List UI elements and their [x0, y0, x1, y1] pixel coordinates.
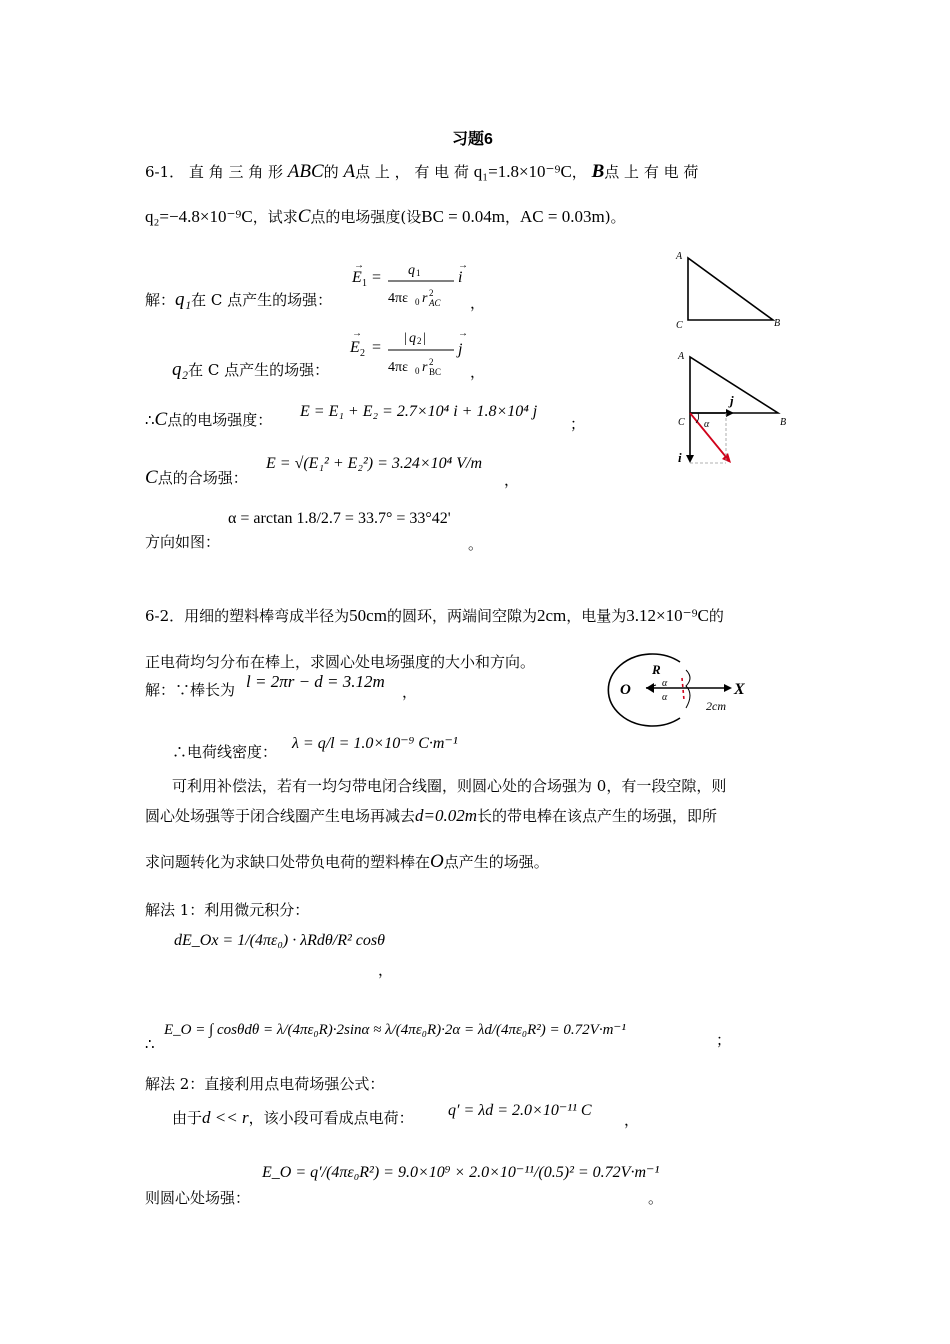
svg-text:2: 2	[429, 357, 434, 367]
p61-l2f: ，	[505, 208, 521, 226]
o-arrow	[646, 683, 654, 693]
svg-text:0: 0	[415, 366, 420, 376]
triangle-figure-2	[668, 345, 798, 475]
p61-sol4	[145, 468, 248, 488]
gap-marker	[682, 678, 684, 700]
label-j: j	[730, 393, 734, 408]
p61-l2d: 点的电场强度(设	[310, 208, 422, 226]
p62-para3a: 求问题转化为求缺口处带负电荷的塑料棒在	[145, 853, 431, 871]
svg-text:=: =	[372, 269, 382, 286]
p61-line2	[145, 207, 626, 227]
svg-text:1: 1	[362, 278, 367, 289]
label-alpha-bot: α	[662, 692, 668, 703]
p61-sol2	[172, 360, 329, 380]
p62-period6: 。	[648, 1189, 664, 1207]
svg-text:r: r	[422, 360, 428, 375]
p61-l1i: 点 上 有 电 荷	[604, 163, 699, 181]
label-b2: B	[780, 417, 787, 428]
p62-para3	[145, 852, 549, 872]
label-a: A	[676, 251, 683, 262]
svg-text:E: E	[352, 269, 362, 286]
arrow-i	[686, 455, 694, 463]
p62-sol4: 则圆心处场强：	[145, 1189, 251, 1207]
p61-line1	[145, 162, 698, 182]
svg-text:→: →	[354, 262, 364, 271]
p62-eq3: dE_Ox = 1/(4πε₀) · λRdθ/R² cosθ	[174, 932, 385, 949]
label-o: O	[620, 682, 631, 698]
label-i: i	[678, 450, 682, 465]
p62-sol1: 解：∵棒长为	[145, 681, 236, 699]
p61-sol3a: ∴	[145, 411, 155, 429]
p61-eq2-svg	[348, 328, 478, 380]
p61-l2b: ，试求	[252, 208, 298, 226]
p61-a: A	[343, 161, 356, 182]
p62-radius: 50cm	[349, 606, 387, 625]
svg-text:=: =	[372, 339, 382, 356]
svg-text:BC: BC	[429, 367, 442, 377]
p61-comma4: ，	[504, 471, 520, 489]
p62-eq4: E_O = ∫ cosθdθ = λ/(4πε₀R)·2sinα ≈ λ/(4πε₀R)·2α = λd/(4πε₀R²) = 0.72V·m⁻¹	[164, 1022, 626, 1038]
p62-l1c: 的圆环，两端间空隙为	[386, 607, 537, 625]
svg-text:AC: AC	[429, 298, 441, 308]
p61-eq2	[348, 328, 478, 386]
svg-text:4πε: 4πε	[388, 291, 408, 306]
gap-brace	[686, 670, 690, 708]
svg-text:i: i	[458, 269, 463, 286]
arrow-j	[726, 409, 734, 417]
p61-sol1	[145, 290, 332, 310]
p61-sol1a: 解：	[145, 291, 176, 309]
p62-method1: 解法 1：利用微元积分：	[145, 901, 310, 919]
p62-para2	[145, 806, 717, 826]
svg-text:0: 0	[415, 297, 420, 307]
p62-eq5a: d << r	[202, 1108, 249, 1127]
svg-text:q: q	[408, 263, 415, 278]
p62-l1a: 6-2．用细的塑料棒弯成半径为	[145, 607, 350, 625]
p61-l1e: 点 上 ， 有 电 荷	[355, 163, 469, 181]
p62-comma3: ，	[378, 961, 394, 979]
p61-l1g: ，	[571, 163, 587, 181]
svg-text:→: →	[458, 262, 468, 271]
triangle-shape-2	[690, 357, 778, 413]
p61-eq4: E = √(E₁² + E₂²) = 3.24×10⁴ V/m	[266, 455, 482, 472]
p62-method2: 解法 2：直接利用点电荷场强公式：	[145, 1075, 385, 1093]
p61-sol1b: q₁	[175, 289, 192, 310]
p61-eq1-svg	[350, 262, 480, 312]
label-r: R	[652, 662, 661, 677]
p62-para3c: 点产生的场强。	[443, 853, 549, 871]
p62-semi4: ；	[716, 1031, 732, 1049]
p61-sol4a: C	[145, 467, 158, 488]
svg-text:E: E	[350, 339, 360, 356]
p62-comma1: ，	[402, 683, 418, 701]
p61-period5: 。	[468, 535, 484, 553]
label-alpha: α	[704, 419, 710, 430]
label-a2: A	[678, 351, 685, 362]
label-b: B	[774, 318, 781, 329]
svg-text:j: j	[458, 341, 463, 358]
p61-comma1: ，	[470, 294, 486, 312]
svg-text:→: →	[458, 328, 468, 339]
triangle-figure-1	[668, 248, 798, 338]
p61-abc: ABC	[287, 161, 324, 182]
p61-sol3c: 点的电场强度：	[167, 411, 273, 429]
p61-q1: q₁=1.8×10⁻⁹C	[473, 162, 572, 181]
p62-para2a: 圆心处场强等于闭合线圈产生电场再减去	[145, 807, 416, 825]
p61-b: B	[591, 161, 605, 182]
p62-sol3	[172, 1108, 414, 1128]
svg-text:2: 2	[360, 348, 365, 359]
p61-bc: BC = 0.04m	[421, 207, 505, 226]
p62-charge: 3.12×10⁻⁹C	[626, 606, 709, 625]
svg-text:2: 2	[417, 336, 422, 346]
p62-eq5b: q′ = λd = 2.0×10⁻¹¹ C	[448, 1102, 592, 1119]
p61-sol3b: C	[154, 409, 168, 430]
p62-l1e: ，电量为	[566, 607, 627, 625]
p62-line1	[145, 606, 724, 626]
p62-eq2: λ = q/l = 1.0×10⁻⁹ C·m⁻¹	[292, 735, 458, 752]
svg-text:|: |	[404, 331, 407, 346]
p62-comma5: ，	[624, 1111, 640, 1129]
p61-sol5: 方向如图：	[145, 533, 221, 551]
label-gap: 2cm	[706, 699, 726, 713]
p61-q2: q₂=−4.8×10⁻⁹C	[145, 207, 253, 226]
p61-semi3: ；	[570, 415, 586, 433]
svg-text:|: |	[423, 331, 426, 346]
label-c: C	[676, 320, 683, 331]
svg-text:2: 2	[429, 288, 434, 298]
p61-eq1	[350, 262, 480, 317]
p61-sol2c: 在 C 点产生的场强：	[188, 361, 330, 379]
p62-gap: 2cm	[536, 606, 567, 625]
label-alpha-top: α	[662, 678, 668, 689]
svg-text:1: 1	[416, 268, 421, 278]
p61-sol3	[145, 410, 272, 430]
p62-para2c: 长的带电棒在该点产生的场强，即所	[477, 807, 718, 825]
label-c2: C	[678, 417, 685, 428]
p61-comma2: ，	[470, 363, 486, 381]
x-arrow	[724, 684, 732, 692]
p62-l1g: 的	[708, 607, 724, 625]
p62-sol2: ∴电荷线密度：	[172, 743, 278, 761]
svg-text:r: r	[422, 291, 428, 306]
p62-sol3b: ，该小段可看成点电荷：	[248, 1109, 414, 1127]
triangle-shape	[688, 258, 773, 320]
svg-text:4πε: 4πε	[388, 360, 408, 375]
ring-figure	[598, 648, 768, 728]
p61-l1a: 6-1． 直 角 三 角 形	[145, 163, 283, 181]
label-x: X	[734, 681, 745, 698]
p61-l1c: 的	[323, 163, 339, 181]
p61-ac: AC = 0.03m	[520, 207, 605, 226]
svg-text:q: q	[409, 331, 416, 346]
p61-eq3: E = E₁ + E₂ = 2.7×10⁴ i + 1.8×10⁴ j	[300, 403, 538, 420]
p61-sol1c: 在 C 点产生的场强：	[191, 291, 333, 309]
p61-l2h: )。	[604, 208, 626, 226]
p62-eq6: E_O = q′/(4πε₀R²) = 9.0×10⁹ × 2.0×10⁻¹¹/(0.5)² = 0.72V·m⁻¹	[262, 1164, 660, 1181]
p62-para1: 可利用补偿法，若有一均匀带电闭合线圈，则圆心处的合场强为 0，有一段空隙，则	[172, 777, 727, 795]
p61-sol2b: q₂	[172, 359, 189, 380]
p62-line2: 正电荷均匀分布在棒上，求圆心处电场强度的大小和方向。	[145, 653, 536, 671]
p62-sol3a: 由于	[172, 1109, 203, 1127]
p62-o: O	[430, 851, 444, 872]
p61-sol4b: 点的合场强：	[157, 469, 248, 487]
p61-eq5: α = arctan 1.8/2.7 = 33.7° = 33°42'	[228, 510, 451, 527]
p62-eq1: l = 2πr − d = 3.12m	[246, 672, 385, 691]
p62-therefore: ∴	[145, 1035, 155, 1053]
p61-c: C	[297, 206, 311, 227]
svg-text:→: →	[352, 328, 362, 339]
page-title: 习题6	[452, 131, 493, 148]
p62-d: d=0.02m	[415, 806, 478, 825]
